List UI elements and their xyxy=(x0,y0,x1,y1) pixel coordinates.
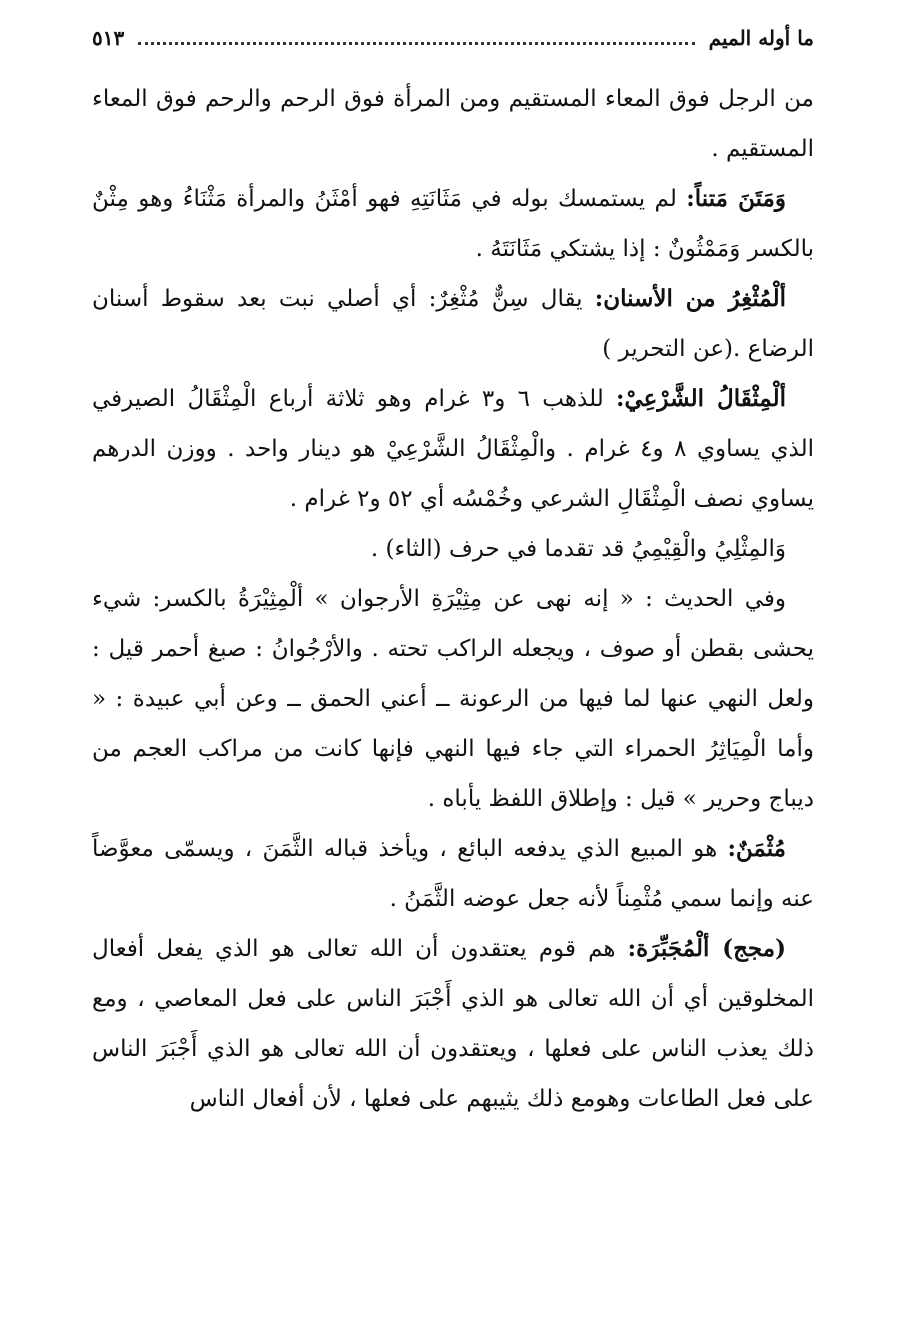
entry-text: هم قوم يعتقدون أن الله تعالى هو الذي يفعل أفعال المخلوقين أي أن الله تعالى هو الذي أَجْبَرَ الناس على فعل المعاصي ، ومع ذلك يعذب الناس على فعلها ، ويعتقدون أن الله تعالى هو الذي أَجْبَرَ الناس على فعل الطاعات وهومع ذلك يثيبهم على فعلها ، لأن أفعال الناس xyxy=(92,936,814,1112)
page-number: ٥١٣ xyxy=(92,26,125,50)
entry-term: (مجج) ألْمُجَبِّرَة: xyxy=(627,935,786,962)
entry-text: وَالمِثْلِيُ والْقِيْمِيُ قد تقدما في حرف (الثاء) . xyxy=(370,536,786,562)
entry-text: لم يستمسك بوله في مَثَانَتِهِ فهو أمْثَنُ والمرأة مَثْنَاءُ وهو مِثْنٌ بالكسر وَمَمْثُونٌ : إذا يشتكي مَثَانَتَهُ . xyxy=(92,186,814,262)
paragraph-7 xyxy=(92,824,814,924)
running-title: ما أوله الميم xyxy=(708,26,814,50)
paragraph-3 xyxy=(92,274,814,374)
page-header xyxy=(92,26,814,74)
entry-term: ألْمِثْقَالُ الشَّرْعِيْ: xyxy=(616,385,786,412)
paragraph-5 xyxy=(92,524,814,574)
entry-text: للذهب ٦ و٣ غرام وهو ثلاثة أرباع الْمِثْقَالُ الصيرفي الذي يساوي ٨ و٤ غرام . والْمِثْقَالُ الشَّرْعِيْ هو دينار واحد . ووزن الدرهم يساوي نصف الْمِثْقَالِ الشرعي وخُمْسُه أي ٥٢ و٢ غرام . xyxy=(92,386,815,512)
entry-text: من الرجل فوق المعاء المستقيم ومن المرأة فوق الرحم والرحم فوق المعاء المستقيم . xyxy=(92,86,814,162)
paragraph-6 xyxy=(92,574,814,824)
entry-text: وفي الحديث : « إنه نهى عن مِثِيْرَةِ الأرجوان » ألْمِثِيْرَةُ بالكسر: شيء يحشى بقطن أو صوف ، ويجعله الراكب تحته . والأرْجُوانُ : صبغ أحمر قيل : ولعل النهي عنها لما فيها من الرعونة ــ أعني الحمق ــ وعن أبي عبيدة : « وأما الْمِيَاثِرُ الحمراء التي جاء فيها النهي فإنها كانت من مراكب العجم من ديباج وحرير » قيل : وإطلاق اللفظ يأباه . xyxy=(92,586,814,812)
entry-term: مُثْمَنٌ: xyxy=(727,835,786,862)
paragraph-4 xyxy=(92,374,814,524)
entry-text: يقال سِنٌّ مُثْغِرٌ: أي أصلي نبت بعد سقوط أسنان الرضاع .(عن التحرير ) xyxy=(92,286,814,362)
entry-text: هو المبيع الذي يدفعه البائع ، ويأخذ قباله الثَّمَنَ ، ويسمّى معوَّضاً عنه وإنما سمي مُثْمِناً لأنه جعل عوضه الثَّمَنُ . xyxy=(92,836,814,912)
page xyxy=(92,26,814,1124)
entry-term: ألْمُثْغِرُ من الأسنان: xyxy=(594,285,786,312)
paragraph-8 xyxy=(92,924,814,1124)
paragraph-1 xyxy=(92,74,814,174)
entry-term: وَمَتَنَ مَتناً: xyxy=(686,185,786,212)
paragraph-2 xyxy=(92,174,814,274)
dotted-leader xyxy=(138,28,694,45)
page-body xyxy=(92,74,814,1124)
